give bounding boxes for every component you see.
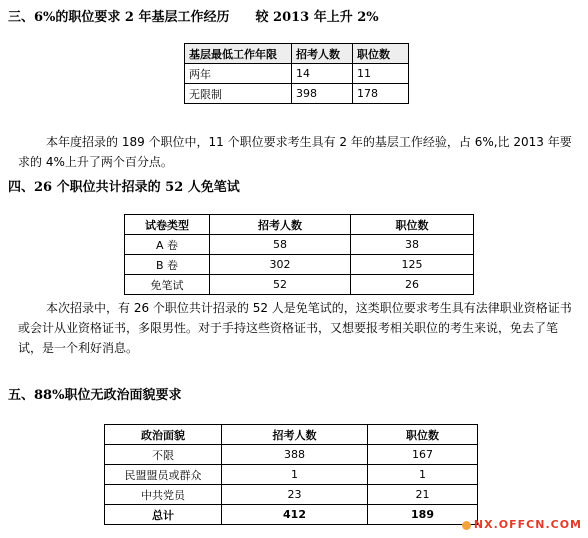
table-header-row [105,425,478,445]
table-cell: 1 [368,465,478,485]
table-cell: A 卷 [125,235,210,255]
table-row [125,255,474,275]
table-cell: 无限制 [185,84,292,104]
header-cell: 职位数 [368,425,478,445]
table-cell: 免笔试 [125,275,210,295]
table-cell: 26 [351,275,474,295]
header-cell: 职位数 [351,215,474,235]
header-cell: 招考人数 [292,44,353,64]
table-cell: 不限 [105,445,222,465]
table-cell: 14 [292,64,353,84]
header-cell: 试卷类型 [125,215,210,235]
section4-paragraph: 本次招录中，有 26 个职位共计招录的 52 人是免笔试的，这类职位要求考生具有法律职业资格证书或会计从业资格证书，多限男性。对于手持这些资格证书，又想要报考相关职位的考生来说，免去了笔试，是一个利好消息。 [18,301,572,355]
table-cell: 11 [353,64,409,84]
table-row [105,445,478,465]
section3-title: 三、6%的职位要求 2 年基层工作经历 较 2013 年上升 2% [8,10,379,25]
table-cell: 412 [222,505,368,525]
table-row [125,275,474,295]
table-row [105,485,478,505]
table-cell: 388 [222,445,368,465]
table-cell: 58 [210,235,351,255]
table-cell: 23 [222,485,368,505]
table-row [125,235,474,255]
section4-title: 四、26 个职位共计招录的 52 人免笔试 [8,180,240,195]
table-cell: 302 [210,255,351,275]
table-cell: 两年 [185,64,292,84]
table-cell: 1 [222,465,368,485]
table-row [185,64,409,84]
table-cell: B 卷 [125,255,210,275]
table-cell: 总计 [105,505,222,525]
header-cell: 政治面貌 [105,425,222,445]
table-exam-type [124,214,474,295]
table-cell: 38 [351,235,474,255]
header-cell: 基层最低工作年限 [185,44,292,64]
watermark [462,518,582,531]
table-work-years [184,43,409,104]
table-cell: 178 [353,84,409,104]
section3-paragraph: 本年度招录的 189 个职位中，11 个职位要求考生具有 2 年的基层工作经验，占 6%,比 2013 年要求的 4%上升了两个百分点。 [18,135,572,169]
table-cell: 189 [368,505,478,525]
header-cell: 招考人数 [210,215,351,235]
header-cell: 职位数 [353,44,409,64]
table-header-row [185,44,409,64]
table-total-row [105,505,478,525]
table-cell: 21 [368,485,478,505]
table-cell: 民盟盟员或群众 [105,465,222,485]
table-cell: 52 [210,275,351,295]
table-row [185,84,409,104]
table-cell: 125 [351,255,474,275]
table-cell: 中共党员 [105,485,222,505]
table-cell: 167 [368,445,478,465]
watermark-text: NX.OFFCN.COM [473,518,582,531]
table-cell: 398 [292,84,353,104]
watermark-logo-icon [462,521,471,530]
header-cell: 招考人数 [222,425,368,445]
table-row [105,465,478,485]
table-header-row [125,215,474,235]
section5-title: 五、88%职位无政治面貌要求 [8,388,182,403]
table-political-status [104,424,478,525]
